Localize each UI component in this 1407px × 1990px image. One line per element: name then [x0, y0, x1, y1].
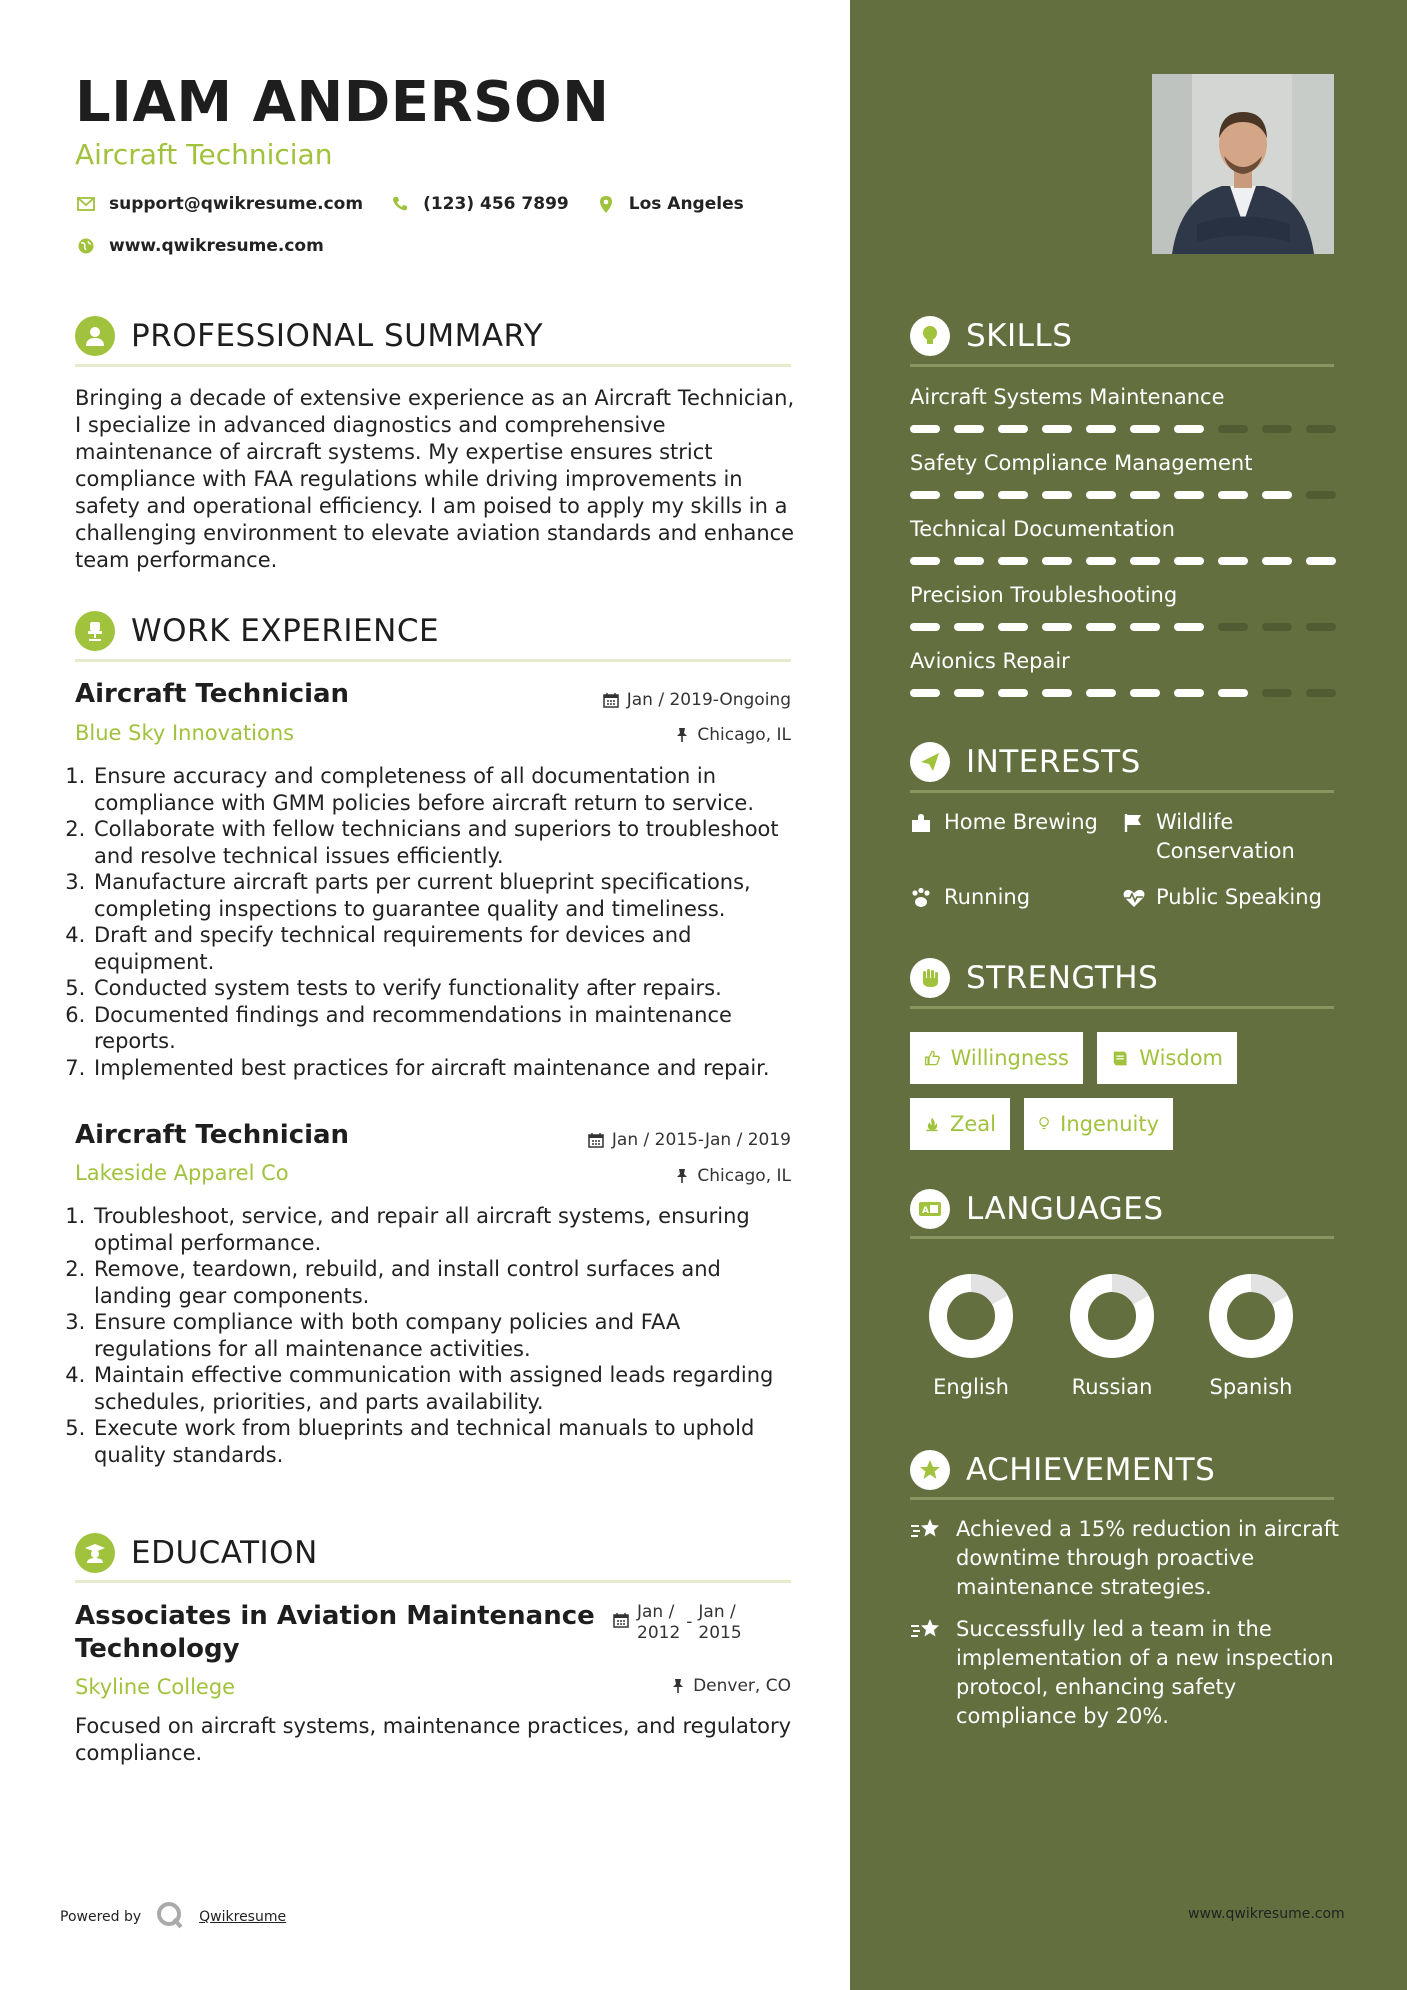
skill-name: Avionics Repair: [910, 649, 1070, 673]
language-label: Spanish: [1209, 1375, 1293, 1399]
strength-chip: Zeal: [910, 1098, 1010, 1150]
footer-url[interactable]: www.qwikresume.com: [1188, 1906, 1345, 1922]
job-location: Chicago, IL: [675, 725, 791, 745]
skill-level-dash: [910, 425, 940, 433]
shooting-star-icon: [910, 1617, 944, 1731]
summary-text: Bringing a decade of extensive experience as an Aircraft Technician, I specialize in advanced diagnostics and comprehensive maintenance of aircraft systems. My expertise ensures strict compliance with FAA regulations while driving improvements in safety and operational efficiency. I am poised to apply my skills in a challenging environment to elevate aviation standards and enhance team performance.: [75, 386, 795, 572]
heartbeat-icon: [1122, 887, 1146, 909]
list-item: 5. Conducted system tests to verify functionality after repairs.: [92, 975, 808, 1002]
qwikresume-link[interactable]: Qwikresume: [199, 1909, 287, 1925]
paper-plane-icon: [910, 742, 950, 782]
list-item: 2. Remove, teardown, rebuild, and install control surfaces and landing gear components.: [92, 1256, 808, 1309]
section-divider: [75, 364, 791, 367]
language-label: Russian: [1071, 1375, 1153, 1399]
skill-level-dash: [1086, 425, 1116, 433]
user-icon: [75, 316, 115, 356]
skill-level-dash: [1262, 557, 1292, 565]
strength-chip: Wisdom: [1097, 1032, 1237, 1084]
skill-level-dash: [1042, 425, 1072, 433]
section-divider: [910, 790, 1334, 793]
skill-level-dash: [910, 689, 940, 697]
shooting-star-icon: [910, 1517, 944, 1602]
skill-level-dash: [1262, 491, 1292, 499]
lightbulb-icon: [910, 316, 950, 356]
skill-level-dash: [1086, 491, 1116, 499]
achievement-item: Achieved a 15% reduction in aircraft downtime through proactive maintenance strategies.: [910, 1515, 1340, 1602]
company-name: Blue Sky Innovations: [75, 721, 295, 745]
section-divider: [910, 1006, 1334, 1009]
list-item: 6. Documented findings and recommendations in maintenance reports.: [92, 1002, 808, 1055]
skill-level-dash: [1174, 557, 1204, 565]
skill-level-dash: [954, 425, 984, 433]
job-duties: [68, 763, 808, 1081]
achievement-item: Successfully led a team in the implementation of a new inspection protocol, enhancing safety compliance by 20%.: [910, 1615, 1340, 1731]
education-heading: EDUCATION: [75, 1533, 318, 1573]
svg-text:A: A: [922, 1206, 929, 1216]
contact-website-row: [75, 235, 350, 257]
contact-phone[interactable]: (123) 456 7899: [389, 193, 569, 215]
skill-level-dash: [1218, 557, 1248, 565]
skill-level-dash: [954, 623, 984, 631]
education-description: Focused on aircraft systems, maintenance practices, and regulatory compliance.: [75, 1714, 792, 1765]
language-card-icon: [910, 1189, 950, 1229]
list-item: 4. Draft and specify technical requirements for devices and equipment.: [92, 922, 808, 975]
education-dates: Jan / 2012 - Jan / 2015: [613, 1602, 742, 1644]
job-title: Aircraft Technician: [75, 1120, 350, 1150]
map-pin-icon: [595, 193, 617, 215]
skill-level-dash: [1174, 491, 1204, 499]
skill-level-dash: [910, 557, 940, 565]
list-item: 4. Maintain effective communication with assigned leads regarding schedules, priorities, and parts availability.: [92, 1362, 808, 1415]
skill-level-dash: [1130, 425, 1160, 433]
skill-level-dash: [1130, 689, 1160, 697]
list-item: 7. Implemented best practices for aircraft maintenance and repair.: [92, 1055, 808, 1082]
list-item: 2. Collaborate with fellow technicians and superiors to troubleshoot and resolve technical issues efficiently.: [92, 816, 808, 869]
skill-level-dash: [1130, 491, 1160, 499]
skill-level-dash: [1262, 689, 1292, 697]
achievements-heading: ACHIEVEMENTS: [910, 1450, 1215, 1490]
skill-level-dash: [1130, 623, 1160, 631]
skill-level-bar: [910, 425, 1350, 433]
hand-icon: [910, 958, 950, 998]
interest-item: Public Speaking: [1122, 883, 1322, 912]
degree-title: Associates in Aviation Maintenance Technology: [75, 1601, 595, 1664]
skill-level-dash: [1262, 425, 1292, 433]
list-item: 1. Troubleshoot, service, and repair all aircraft systems, ensuring optimal performance.: [92, 1203, 808, 1256]
skill-level-dash: [1042, 491, 1072, 499]
job-dates: Jan / 2019-Ongoing: [603, 690, 791, 710]
skill-level-dash: [998, 491, 1028, 499]
pushpin-icon: [671, 1678, 685, 1694]
contact-website[interactable]: www.qwikresume.com: [75, 235, 324, 257]
skill-level-dash: [1042, 689, 1072, 697]
calendar-icon: [588, 1132, 604, 1148]
skill-name: Precision Troubleshooting: [910, 583, 1178, 607]
job-title: Aircraft Technician: [75, 679, 350, 709]
job-dates: Jan / 2015-Jan / 2019: [588, 1130, 791, 1150]
contact-row: [75, 193, 770, 215]
skill-level-dash: [1262, 623, 1292, 631]
section-divider: [910, 1497, 1334, 1500]
contact-location: Los Angeles: [595, 193, 744, 215]
skill-level-dash: [954, 491, 984, 499]
envelope-icon: [75, 193, 97, 215]
company-name: Lakeside Apparel Co: [75, 1161, 289, 1185]
job-location: Chicago, IL: [675, 1166, 791, 1186]
skill-level-dash: [1174, 623, 1204, 631]
skill-level-dash: [998, 623, 1028, 631]
skill-level-dash: [1306, 425, 1336, 433]
candidate-name: LIAM ANDERSON: [75, 70, 610, 135]
skill-level-dash: [1306, 491, 1336, 499]
skill-level-dash: [1218, 425, 1248, 433]
star-badge-icon: [910, 1450, 950, 1490]
education-location: Denver, CO: [671, 1676, 791, 1696]
skill-level-dash: [910, 623, 940, 631]
languages-heading: A LANGUAGES: [910, 1189, 1164, 1229]
phone-icon: [389, 193, 411, 215]
skill-level-dash: [1218, 689, 1248, 697]
skill-level-dash: [1042, 623, 1072, 631]
strengths-heading: STRENGTHS: [910, 958, 1158, 998]
interest-item: Wildlife Conservation: [1122, 808, 1295, 866]
skill-level-dash: [1042, 557, 1072, 565]
skill-level-dash: [998, 557, 1028, 565]
interests-heading: INTERESTS: [910, 742, 1141, 782]
skill-level-bar: [910, 689, 1350, 697]
book-icon: [1111, 1048, 1129, 1068]
section-divider: [910, 364, 1334, 367]
skill-level-dash: [910, 491, 940, 499]
skill-name: Aircraft Systems Maintenance: [910, 385, 1225, 409]
skill-level-dash: [1218, 623, 1248, 631]
skill-level-dash: [1130, 557, 1160, 565]
list-item: 5. Execute work from blueprints and technical manuals to uphold quality standards.: [92, 1415, 808, 1468]
list-item: 3. Ensure compliance with both company policies and FAA regulations for all maintenance activities.: [92, 1309, 808, 1362]
language-ring: [1069, 1273, 1155, 1363]
paw-icon: [910, 887, 934, 909]
lightbulb-icon: [1038, 1114, 1050, 1134]
language-label: English: [933, 1375, 1009, 1399]
list-item: 1. Ensure accuracy and completeness of all documentation in compliance with GMM policies before aircraft return to service.: [92, 763, 808, 816]
list-item: 3. Manufacture aircraft parts per current blueprint specifications, completing inspections to guarantee quality and timeliness.: [92, 869, 808, 922]
skill-level-bar: [910, 491, 1350, 499]
skill-level-dash: [1086, 557, 1116, 565]
section-divider: [75, 659, 791, 662]
skill-name: Safety Compliance Management: [910, 451, 1253, 475]
calendar-icon: [613, 1612, 629, 1628]
strength-chip: Ingenuity: [1024, 1098, 1173, 1150]
pushpin-icon: [675, 727, 689, 743]
skill-level-dash: [1086, 623, 1116, 631]
skill-level-dash: [954, 689, 984, 697]
skill-name: Technical Documentation: [910, 517, 1175, 541]
section-divider: [910, 1236, 1334, 1239]
profile-photo: [1152, 74, 1334, 254]
skill-level-dash: [1174, 689, 1204, 697]
skill-level-dash: [998, 689, 1028, 697]
skill-level-dash: [998, 425, 1028, 433]
globe-icon: [75, 235, 97, 257]
skill-level-dash: [1218, 491, 1248, 499]
skill-level-dash: [1306, 557, 1336, 565]
pushpin-icon: [675, 1168, 689, 1184]
flame-icon: [924, 1114, 940, 1134]
skill-level-dash: [1086, 689, 1116, 697]
summary-heading: PROFESSIONAL SUMMARY: [75, 316, 543, 356]
office-chair-icon: [75, 611, 115, 651]
skill-level-dash: [1306, 689, 1336, 697]
contact-email[interactable]: support@qwikresume.com: [75, 193, 363, 215]
powered-by: Powered by Qwikresume: [60, 1900, 286, 1934]
graduate-icon: [75, 1533, 115, 1573]
school-name: Skyline College: [75, 1675, 236, 1699]
interest-item: Running: [910, 883, 1030, 912]
strength-chip: Willingness: [910, 1032, 1083, 1084]
qwikresume-logo-icon: [155, 1900, 185, 1934]
language-ring: [1208, 1273, 1294, 1363]
interest-item: Home Brewing: [910, 808, 1098, 837]
skill-level-bar: [910, 557, 1350, 565]
candidate-title: Aircraft Technician: [75, 138, 333, 171]
flag-icon: [1122, 812, 1146, 834]
job-duties: [68, 1203, 808, 1468]
calendar-icon: [603, 692, 619, 708]
experience-heading: WORK EXPERIENCE: [75, 611, 439, 651]
language-ring: [928, 1273, 1014, 1363]
skill-level-dash: [1174, 425, 1204, 433]
skill-level-dash: [1306, 623, 1336, 631]
skills-heading: SKILLS: [910, 316, 1072, 356]
skill-level-dash: [954, 557, 984, 565]
skill-level-bar: [910, 623, 1350, 631]
thumbs-up-icon: [924, 1048, 941, 1068]
puzzle-icon: [910, 812, 934, 834]
section-divider: [75, 1580, 791, 1583]
